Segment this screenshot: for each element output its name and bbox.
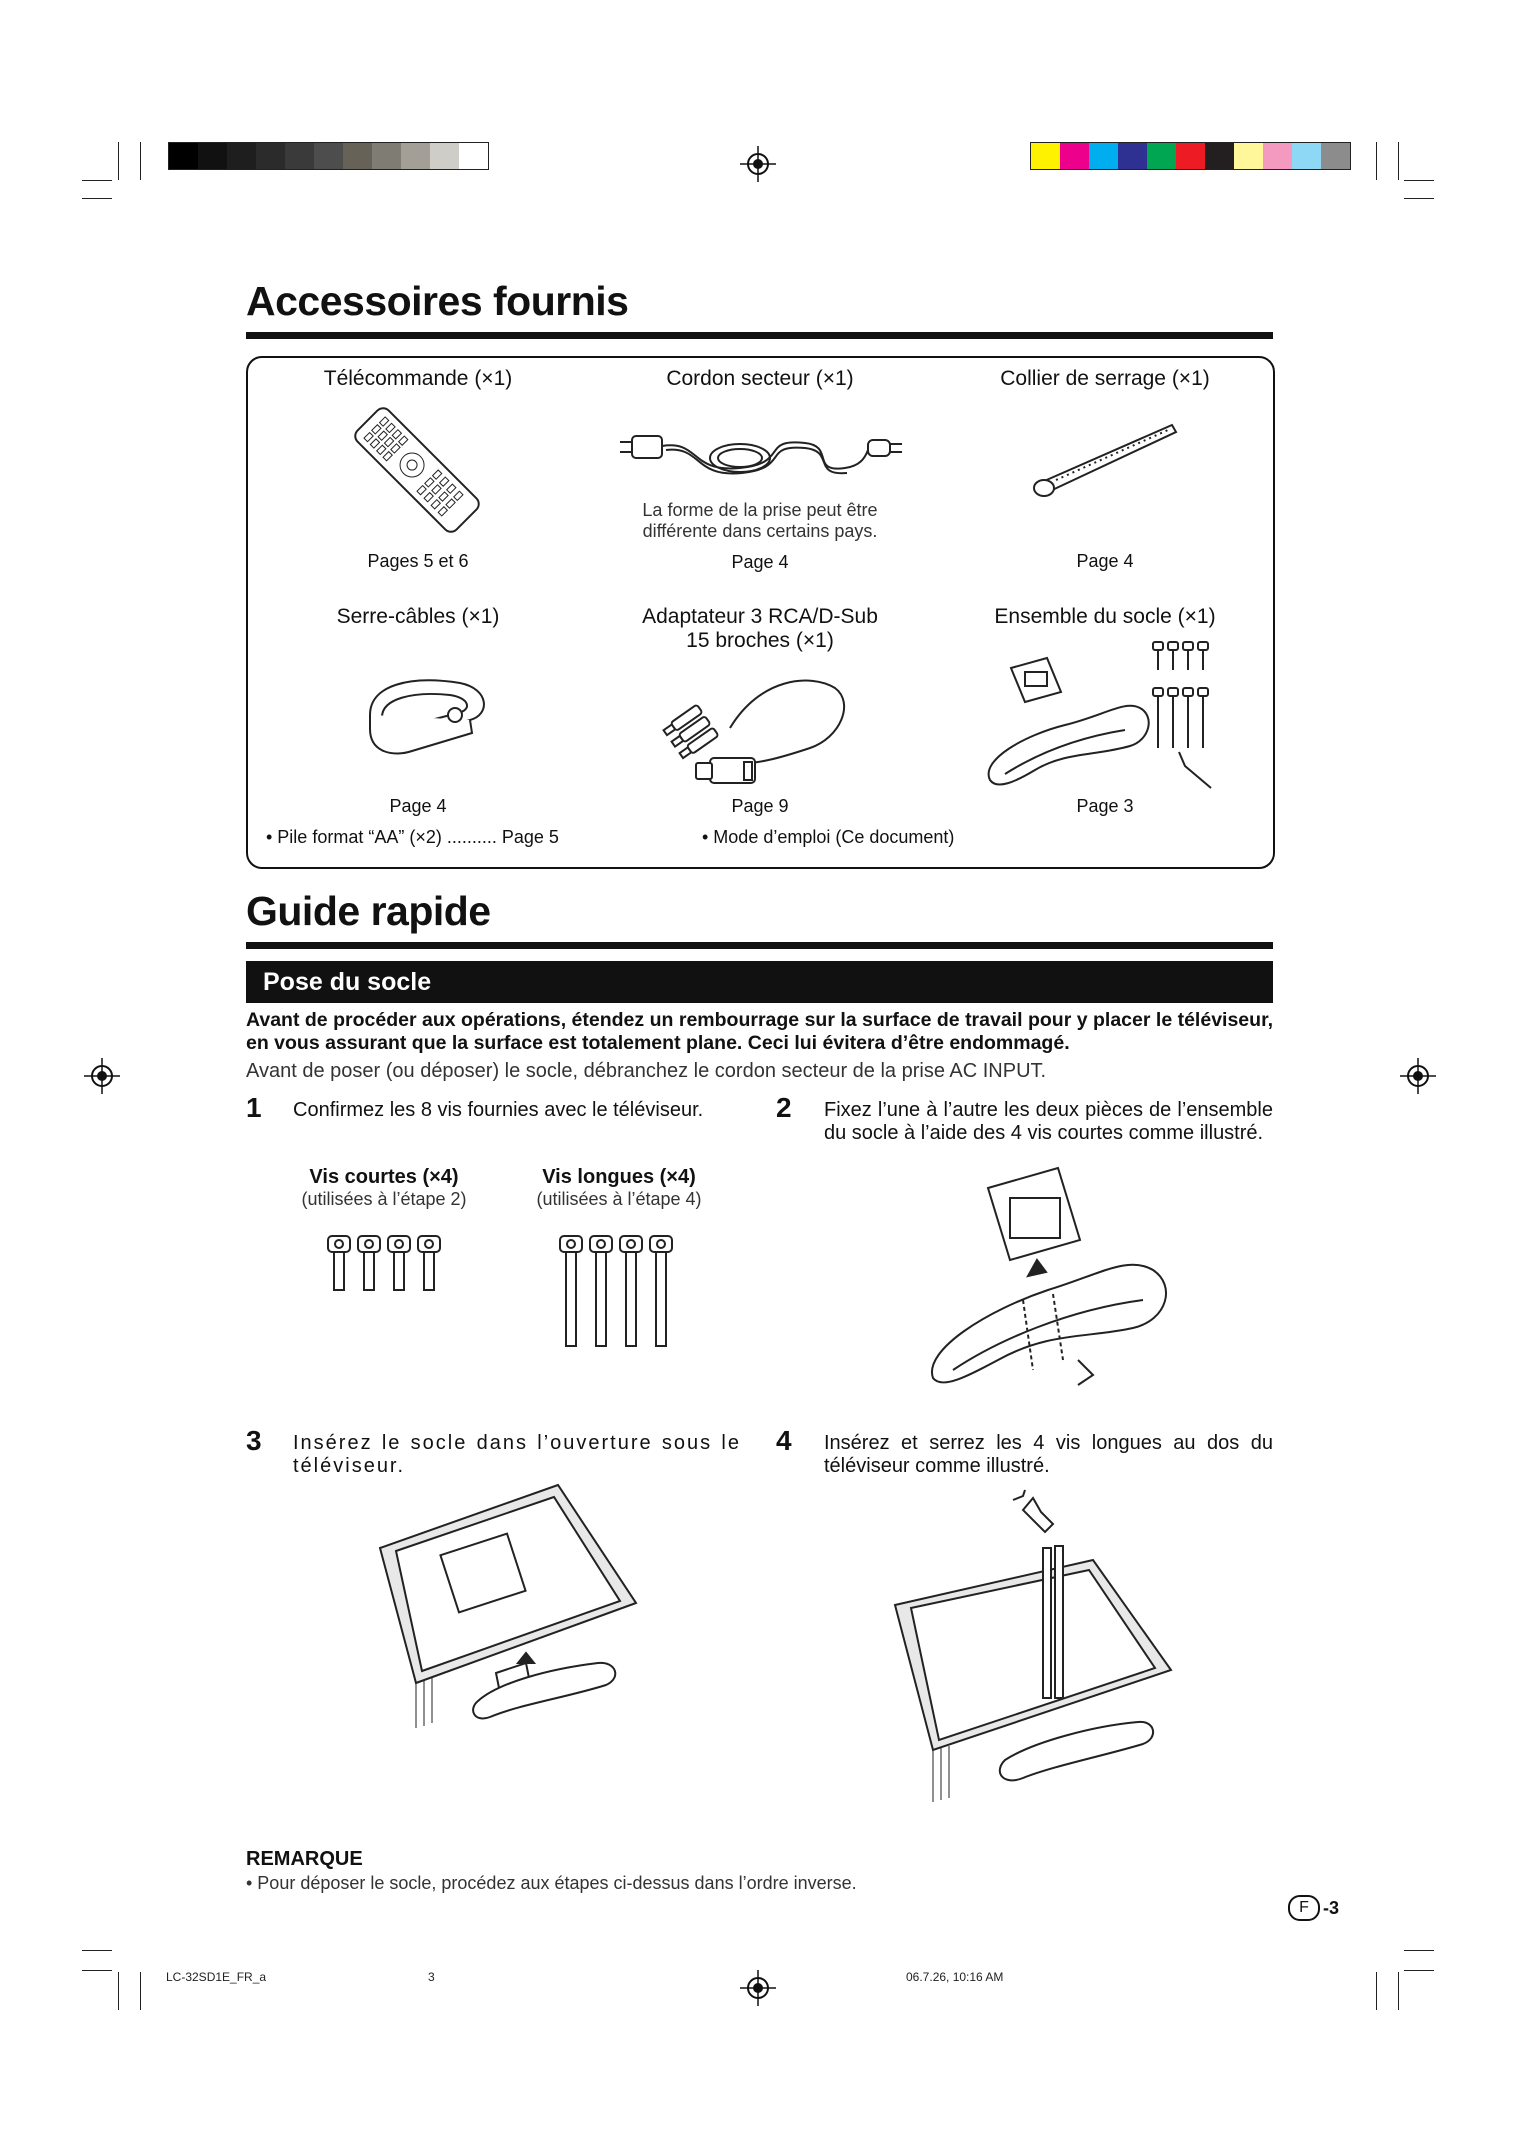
- step-3-text: Insérez le socle dans l’ouverture sous le téléviseur.: [293, 1432, 741, 1477]
- note-paragraph: Avant de poser (ou déposer) le socle, débranchez le cordon secteur de la prise AC INPUT.: [246, 1060, 1047, 1082]
- color-swatch-5: [1147, 143, 1176, 169]
- stand-assembly-diagram: [928, 1160, 1173, 1390]
- gray-swatch-5: [285, 143, 314, 169]
- color-swatch-9: [1263, 143, 1292, 169]
- section-title: Guide rapide: [246, 888, 491, 934]
- gray-swatch-3: [227, 143, 256, 169]
- color-swatch-1: [1031, 143, 1060, 169]
- step-3-number: 3: [246, 1425, 262, 1456]
- page-title: Accessoires fournis: [246, 278, 629, 324]
- color-swatch-8: [1234, 143, 1263, 169]
- accessory-remote-label: Télécommande (×1): [323, 367, 513, 390]
- short-screws-title: Vis courtes (×4): [309, 1166, 459, 1188]
- long-screws-icon: [558, 1234, 676, 1349]
- gray-swatch-9: [401, 143, 430, 169]
- tv-stand-insert-diagram: [378, 1483, 638, 1728]
- accessory-stand-page: Page 3: [1076, 796, 1134, 816]
- cable-tie-icon: [1032, 420, 1177, 505]
- step-2-text: Fixez l’une à l’autre les deux pièces de l’ensemble du socle à l’aide des 4 vis courtes comme illustré.: [824, 1099, 1273, 1144]
- accessory-stand-label: Ensemble du socle (×1): [994, 605, 1216, 628]
- warning-paragraph: Avant de procéder aux opérations, étendez un rembourrage sur la surface de travail pour y placer le téléviseur, en vous assurant que la surface est totalement plane. Ceci lui évitera d’être endommagé.: [246, 1009, 1273, 1054]
- accessory-cable-clamp-page: Page 4: [389, 796, 447, 816]
- power-cord-note: La forme de la prise peut être différente dans certains pays.: [642, 500, 878, 541]
- step-1-number: 1: [246, 1092, 262, 1123]
- grayscale-calibration-bar: [168, 142, 489, 170]
- long-screws-title: Vis longues (×4): [542, 1166, 696, 1188]
- footer-date: 06.7.26, 10:16 AM: [906, 1970, 1004, 1984]
- gray-swatch-11: [459, 143, 488, 169]
- title-rule: [246, 332, 1273, 339]
- step-1-text: Confirmez les 8 vis fournies avec le téléviseur.: [293, 1099, 704, 1121]
- color-swatch-6: [1176, 143, 1205, 169]
- footer-page: 3: [428, 1970, 435, 1984]
- short-screws-subtitle: (utilisées à l’étape 2): [301, 1189, 467, 1209]
- long-screws-subtitle: (utilisées à l’étape 4): [536, 1189, 702, 1209]
- cable-clamp-icon: [350, 665, 500, 765]
- page-letter-badge: F: [1288, 1895, 1320, 1921]
- gray-swatch-1: [169, 143, 198, 169]
- rca-dsub-adapter-icon: [670, 668, 850, 788]
- gray-swatch-6: [314, 143, 343, 169]
- step-4-number: 4: [776, 1425, 792, 1456]
- power-cord-icon: [630, 418, 900, 488]
- subsection-header: Pose du socle: [246, 961, 1273, 1003]
- step-4-text: Insérez et serrez les 4 vis longues au dos du téléviseur comme illustré.: [824, 1432, 1273, 1477]
- color-swatch-11: [1321, 143, 1350, 169]
- registration-target-icon: [1400, 1058, 1436, 1094]
- section-rule: [246, 942, 1273, 949]
- gray-swatch-8: [372, 143, 401, 169]
- color-swatch-4: [1118, 143, 1147, 169]
- accessory-cable-tie-label: Collier de serrage (×1): [1000, 367, 1210, 390]
- gray-swatch-4: [256, 143, 285, 169]
- stand-assembly-icon: [985, 640, 1225, 795]
- accessory-manual: • Mode d’emploi (Ce document): [702, 827, 955, 847]
- remark-text: • Pour déposer le socle, procédez aux étapes ci-dessus dans l’ordre inverse.: [246, 1873, 857, 1893]
- accessory-cable-clamp-label: Serre-câbles (×1): [336, 605, 500, 628]
- remark-title: REMARQUE: [246, 1848, 363, 1870]
- color-swatch-10: [1292, 143, 1321, 169]
- accessory-adapter-page: Page 9: [731, 796, 789, 816]
- step-2-number: 2: [776, 1092, 792, 1123]
- short-screws-icon: [326, 1234, 444, 1294]
- accessory-cable-tie-page: Page 4: [1076, 551, 1134, 571]
- gray-swatch-7: [343, 143, 372, 169]
- gray-swatch-2: [198, 143, 227, 169]
- accessory-adapter-label-line2: 15 broches (×1): [686, 629, 834, 652]
- remote-control-icon: [355, 405, 480, 535]
- color-swatch-7: [1205, 143, 1234, 169]
- accessory-power-cord-page: Page 4: [731, 552, 789, 572]
- accessory-remote-page: Pages 5 et 6: [367, 551, 469, 571]
- registration-target-icon: [84, 1058, 120, 1094]
- color-calibration-bar: [1030, 142, 1351, 170]
- footer-file: LC-32SD1E_FR_a: [166, 1970, 267, 1984]
- accessory-adapter-label: [590, 605, 930, 653]
- page-number: [1288, 1895, 1339, 1921]
- gray-swatch-10: [430, 143, 459, 169]
- registration-target-icon: [740, 146, 776, 182]
- accessory-power-cord-label: Cordon secteur (×1): [666, 367, 854, 390]
- registration-target-icon: [740, 1970, 776, 2006]
- page-number-value: -3: [1323, 1897, 1340, 1918]
- color-swatch-3: [1089, 143, 1118, 169]
- accessory-batteries: • Pile format “AA” (×2) .......... Page 5: [266, 827, 559, 847]
- accessory-adapter-label-line1: Adaptateur 3 RCA/D-Sub: [642, 605, 878, 628]
- color-swatch-2: [1060, 143, 1089, 169]
- tv-screw-insert-diagram: [893, 1490, 1173, 1805]
